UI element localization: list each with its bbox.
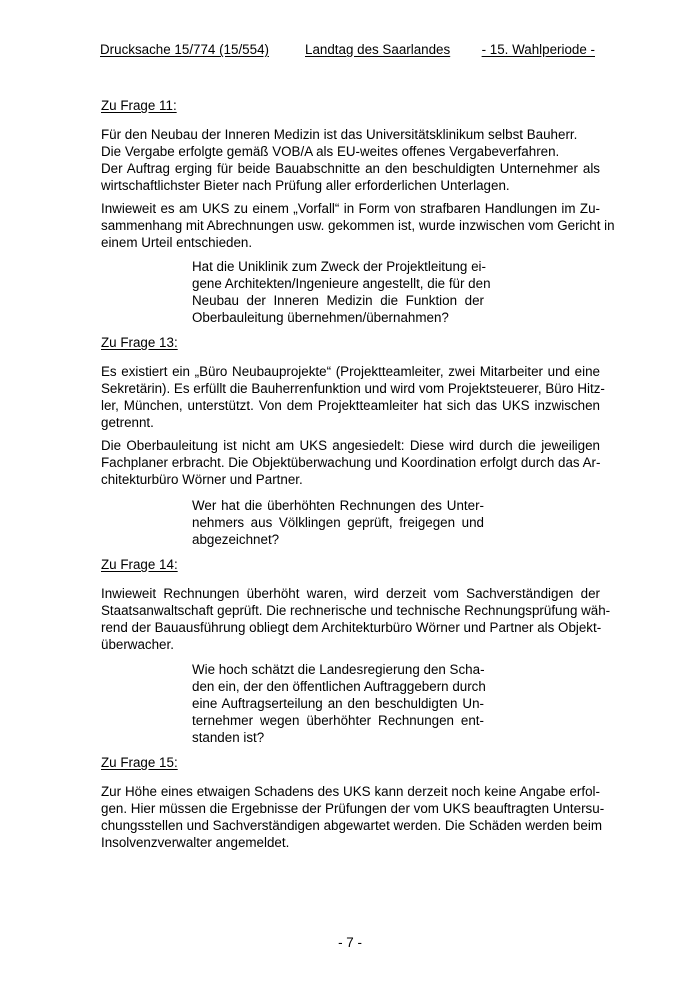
running-header xyxy=(100,41,595,58)
text-line: rend der Bauausführung obliegt dem Architekturbüro Wörner und Partner als Objekt- xyxy=(101,620,602,635)
text-line: den ein, der den öffentlichen Auftraggebern durch xyxy=(192,679,486,694)
text-line: Sekretärin). Es erfüllt die Bauherrenfunktion und wird vom Projektsteuerer, Büro Hitz- xyxy=(101,381,605,396)
answer-13-paragraph-1 xyxy=(101,363,605,431)
text-line: eine Auftragserteilung an den beschuldigten Un- xyxy=(192,696,484,711)
page-number: - 7 - xyxy=(338,935,362,950)
text-line: gen. Hier müssen die Ergebnisse der Prüfungen der vom UKS beauftragten Untersu- xyxy=(101,801,605,816)
answer-11-paragraph-2 xyxy=(101,200,615,251)
question-15 xyxy=(192,661,484,746)
parliament-name: Landtag des Saarlandes xyxy=(305,42,451,57)
text-line: wirtschaftlichster Bieter nach Prüfung aller erforderlichen Unterlagen. xyxy=(101,178,510,193)
text-line: überwacher. xyxy=(101,637,174,652)
text-line: Es existiert ein „Büro Neubauprojekte“ (Projektteamleiter, zwei Mitarbeiter und eine xyxy=(101,364,600,379)
text-line: Für den Neubau der Inneren Medizin ist das Universitätsklinikum selbst Bauherr. xyxy=(101,127,578,142)
question-13 xyxy=(192,258,491,326)
text-line: Neubau der Inneren Medizin die Funktion der xyxy=(192,293,484,308)
text-line: getrennt. xyxy=(101,415,154,430)
text-line: Inwieweit Rechnungen überhöht waren, wird derzeit vom Sachverständigen der xyxy=(101,586,600,601)
text-line: Zur Höhe eines etwaigen Schadens des UKS kann derzeit noch keine Angabe erfol- xyxy=(101,784,600,799)
text-line: ler, München, unterstützt. Von dem Projektteamleiter hat sich das UKS inzwischen xyxy=(101,398,600,413)
text-line: Die Vergabe erfolgte gemäß VOB/A als EU-weites offenes Vergabeverfahren. xyxy=(101,144,560,159)
text-line: Die Oberbauleitung ist nicht am UKS angesiedelt: Diese wird durch die jeweiligen xyxy=(101,438,600,453)
text-line: Wer hat die überhöhten Rechnungen des Unter- xyxy=(192,498,484,513)
answer-15-paragraph-1 xyxy=(101,783,605,851)
answer-14-paragraph-1 xyxy=(101,585,611,653)
text-line: nehmers aus Völklingen geprüft, freigegen und xyxy=(192,515,484,530)
text-line: Inwieweit es am UKS zu einem „Vorfall“ in Form von strafbaren Handlungen im Zu- xyxy=(101,201,600,216)
question-14 xyxy=(192,497,484,548)
text-line: sammenhang mit Abrechnungen usw. gekommen ist, wurde inzwischen vom Gericht in xyxy=(101,218,615,233)
answer-11-paragraph-1 xyxy=(101,126,600,194)
text-line: Staatsanwaltschaft geprüft. Die rechnerische und technische Rechnungsprüfung wäh- xyxy=(101,603,611,618)
text-line: standen ist? xyxy=(192,730,265,745)
text-line: ternehmer wegen überhöhter Rechnungen ent- xyxy=(192,713,484,728)
document-number: Drucksache 15/774 (15/554) xyxy=(100,42,269,57)
text-line: chungsstellen und Sachverständigen abgewartet werden. Die Schäden werden beim xyxy=(101,818,602,833)
answer-13-paragraph-2 xyxy=(101,437,600,488)
text-line: Wie hoch schätzt die Landesregierung den Scha- xyxy=(192,662,485,677)
text-line: Oberbauleitung übernehmen/übernahmen? xyxy=(192,310,449,325)
heading-frage-15: Zu Frage 15: xyxy=(101,755,178,770)
heading-frage-13: Zu Frage 13: xyxy=(101,335,178,350)
text-line: abgezeichnet? xyxy=(192,532,280,547)
text-line: gene Architekten/Ingenieure angestellt, die für den xyxy=(192,276,491,291)
heading-frage-11: Zu Frage 11: xyxy=(101,98,177,113)
text-line: Fachplaner erbracht. Die Objektüberwachung und Koordination erfolgt durch das Ar- xyxy=(101,455,601,470)
text-line: Hat die Uniklinik zum Zweck der Projektleitung ei- xyxy=(192,259,486,274)
heading-frage-14: Zu Frage 14: xyxy=(101,557,178,572)
text-line: chitekturbüro Wörner und Partner. xyxy=(101,472,303,487)
text-line: Insolvenzverwalter angemeldet. xyxy=(101,835,290,850)
legislative-period: - 15. Wahlperiode - xyxy=(481,42,595,57)
text-line: Der Auftrag erging für beide Bauabschnitte an den beschuldigten Unternehmer als xyxy=(101,161,600,176)
text-line: einem Urteil entschieden. xyxy=(101,235,253,250)
